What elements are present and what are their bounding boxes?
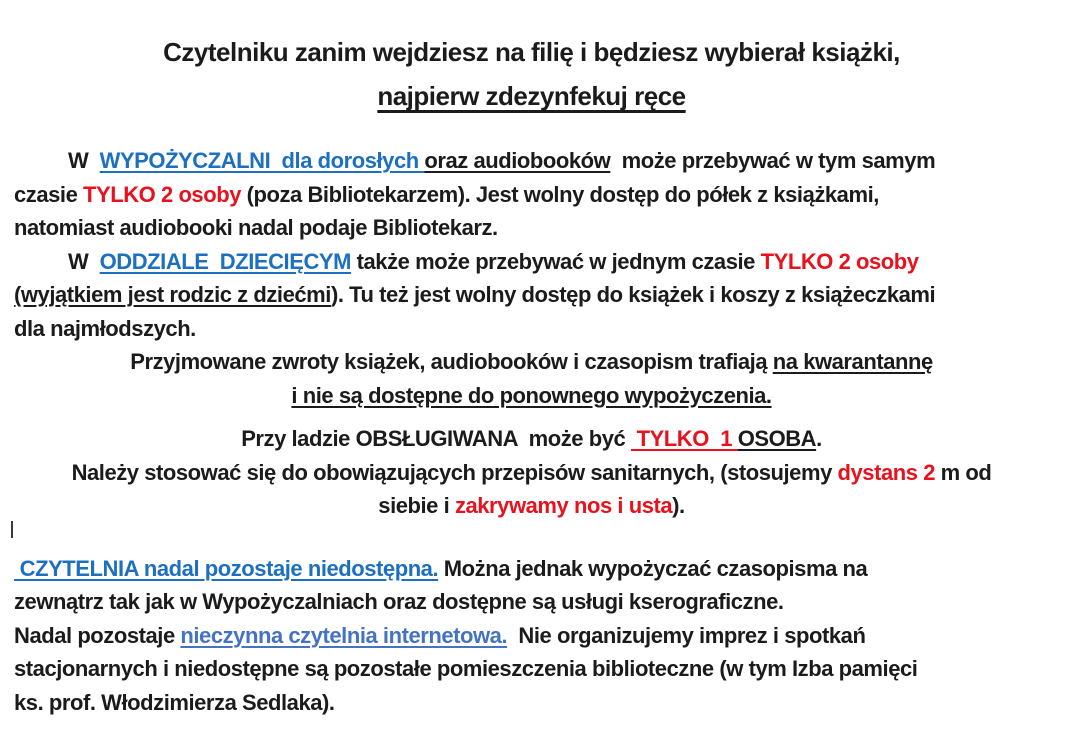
notice-title-line-2	[14, 74, 1049, 118]
text-run: .	[816, 426, 822, 451]
text-run: zewnątrz tak jak w Wypożyczalniach oraz dostępne są usługi kserograficzne.	[14, 589, 784, 614]
text-run: Przy ladzie OBSŁUGIWANA może być	[241, 426, 631, 451]
para-zasady-sanitarne	[14, 422, 1049, 523]
para-zasady-sanitarne-line-1	[14, 422, 1049, 456]
para-czytelnia-internetowa-line-2	[14, 652, 1049, 686]
text-run: Można jednak wypożyczać czasopisma na	[438, 555, 868, 581]
limit-2-osoby: TYLKO 2 osoby	[83, 181, 241, 207]
text-run: ks. prof. Włodzimierza Sedlaka).	[14, 689, 335, 715]
para-czytelnia-internetowa	[14, 619, 1049, 720]
text-run: ). Tu też jest wolny dostęp do książek i koszy z książeczkami	[330, 282, 936, 307]
text-run: (poza Bibliotekarzem). Jest wolny dostęp do półek z książkami,	[240, 181, 879, 207]
limit-1-osoba-red: TYLKO 1	[630, 426, 738, 451]
notice-title-line-1	[14, 30, 1049, 74]
phrase-czytelnia-niedostepna: CZYTELNIA nadal pozostaje niedostępna.	[14, 555, 439, 581]
para-wypozyczalnia-line-2	[14, 178, 1049, 212]
text-caret-mark	[11, 521, 13, 538]
notice-title	[14, 30, 1049, 118]
para-kwarantanna	[14, 345, 1049, 412]
para-czytelnia-line-2	[14, 585, 1049, 619]
phrase-oddzial-dzieciecy: ODDZIALE DZIECIĘCYM	[99, 248, 351, 274]
text-run: ).	[672, 493, 685, 518]
text-run: Nie organizujemy imprez i spotkań	[507, 622, 866, 648]
limit-1-osoba-black: OSOBA	[737, 426, 817, 451]
limit-2-osoby: TYLKO 2 osoby	[760, 248, 919, 274]
para-czytelnia-internetowa-line-3	[14, 686, 1049, 720]
para-kwarantanna-line-2	[14, 379, 1049, 413]
text-run: Czytelniku zanim wejdziesz na filię i będziesz wybierał książki,	[163, 37, 900, 67]
para-czytelnia-line-1	[14, 552, 1049, 586]
para-zasady-sanitarne-line-3	[14, 489, 1049, 523]
para-wypozyczalnia-line-3	[14, 211, 1049, 245]
para-oddzial-dzieciecy-line-1	[14, 245, 1049, 279]
phrase-dystans: dystans 2	[837, 459, 935, 485]
title-underlined-phrase: najpierw zdezynfekuj ręce	[377, 81, 686, 111]
phrase-wypozyczalnia: WYPOŻYCZALNI dla dorosłych	[99, 148, 425, 173]
text-run: Należy stosować się do obowiązujących przepisów sanitarnych, (stosujemy	[71, 459, 838, 485]
text-run: Przyjmowane zwroty książek, audiobooków i czasopism trafiają	[130, 349, 773, 374]
para-oddzial-dzieciecy	[14, 245, 1049, 346]
text-run: także może przebywać w jednym czasie	[350, 248, 761, 274]
text-run: może przebywać w tym samym	[610, 148, 936, 173]
para-oddzial-dzieciecy-line-3	[14, 312, 1049, 346]
para-zasady-sanitarne-line-2	[14, 456, 1049, 490]
text-run: m od	[934, 459, 992, 485]
para-czytelnia	[14, 552, 1049, 619]
phrase-audiobooki: oraz audiobooków	[424, 148, 611, 173]
para-czytelnia-internetowa-line-1	[14, 619, 1049, 653]
phrase-czytelnia-internetowa: nieczynna czytelnia internetowa.	[180, 622, 508, 648]
text-run: natomiast audiobooki nadal podaje Bibliotekarz.	[14, 215, 498, 240]
phrase-maseczki: zakrywamy nos i usta	[454, 493, 673, 518]
phrase-rodzic-z-dziecmi: (wyjątkiem jest rodzic z dziećmi	[14, 282, 331, 307]
phrase-niedostepne-wypozyczenie: i nie są dostępne do ponownego wypożyczenia.	[291, 382, 772, 408]
text-run: W	[68, 148, 100, 173]
phrase-kwarantanna: na kwarantannę	[772, 349, 933, 374]
para-kwarantanna-line-1	[14, 345, 1049, 379]
text-run: siebie i	[378, 493, 455, 518]
para-oddzial-dzieciecy-line-2	[14, 278, 1049, 312]
para-wypozyczalnia-line-1	[14, 144, 1049, 178]
text-run: czasie	[14, 181, 84, 207]
text-run: Nadal pozostaje	[14, 622, 181, 648]
para-wypozyczalnia	[14, 144, 1049, 245]
text-run: W	[68, 248, 100, 274]
text-run: stacjonarnych i niedostępne są pozostałe pomieszczenia biblioteczne (w tym Izba pamięci	[14, 656, 918, 681]
text-run: dla najmłodszych.	[14, 315, 196, 341]
